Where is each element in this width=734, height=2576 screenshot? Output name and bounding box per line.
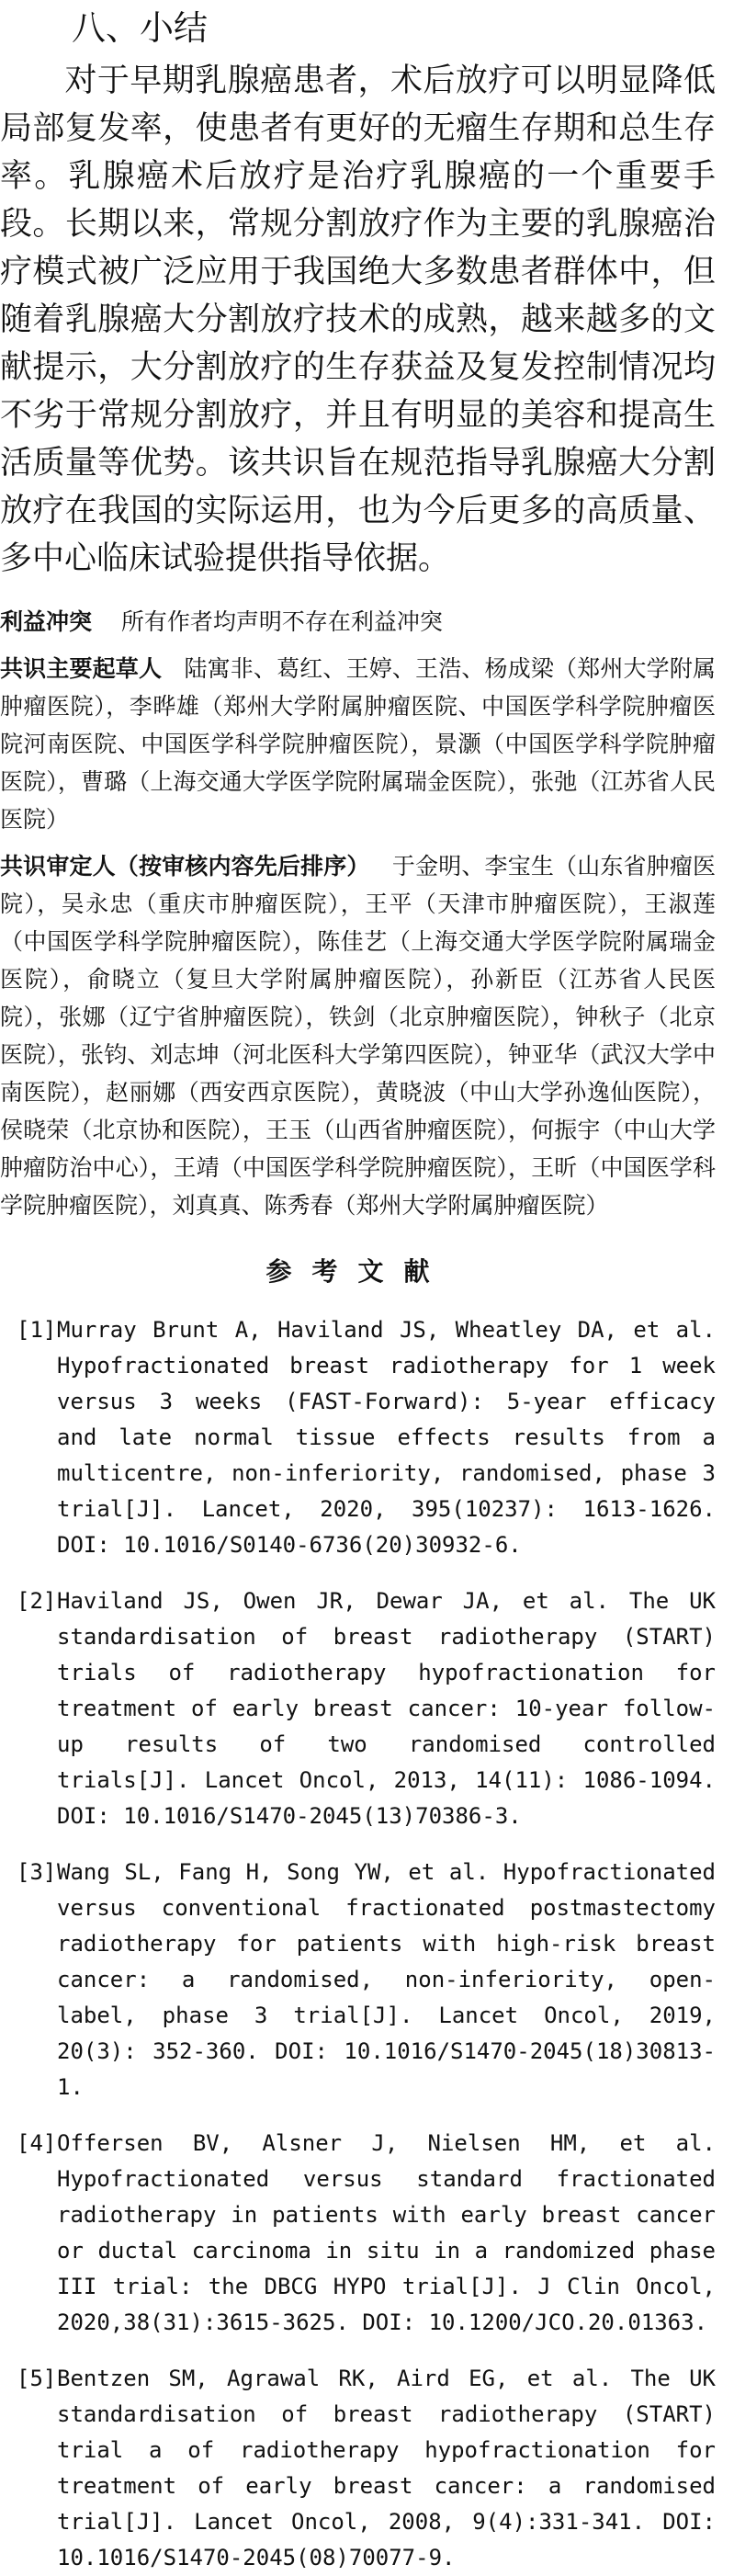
reference-list — [0, 1312, 716, 2576]
conflict-text: 所有作者均声明不存在利益冲突 — [120, 608, 443, 635]
reference-item — [0, 1583, 716, 1834]
section-heading: 八、小结 — [72, 8, 208, 48]
reference-item — [0, 2361, 716, 2576]
reference-text: Murray Brunt A, Haviland JS, Wheatley DA, et al. Hypofractionated breast radiotherapy for 1 week versus 3 weeks (FAST-Forward): 5-year efficacy and late normal tissue effects results from a multicentre, non-inferiority, randomised, phase 3 trial[J]. Lancet, 2020, 395(10237): 1613-1626. DOI: 10.1016/S0140-6736(20)30932-6. — [57, 1317, 716, 1558]
reference-text: Haviland JS, Owen JR, Dewar JA, et al. The UK standardisation of breast radiotherapy (START) trials of radiotherapy hypofractionation for treatment of early breast cancer: 10-year follow-up results of two randomised controlled trials[J]. Lancet Oncol, 2013, 14(11): 1086-1094. DOI: 10.1016/S1470-2045(13)70386-3. — [57, 1588, 716, 1829]
drafters-statement — [0, 650, 716, 838]
spacer — [0, 838, 716, 847]
reference-number: [3] — [17, 1859, 57, 1885]
spacer — [0, 641, 716, 650]
conflict-label: 利益冲突 — [0, 608, 93, 635]
summary-paragraph — [0, 57, 716, 583]
reference-text: Bentzen SM, Agrawal RK, Aird EG, et al. The UK standardisation of breast radiotherapy (START) trial a of radiotherapy hypofractionation for treatment of early breast cancer: a randomised trial[J]. Lancet Oncol, 2008, 9(4):331-341. DOI: 10.1016/S1470-2045(08)70077-9. — [57, 2366, 716, 2570]
reference-item — [0, 1312, 716, 1563]
spacer — [0, 583, 716, 603]
summary-paragraph-text: 对于早期乳腺癌患者，术后放疗可以明显降低局部复发率，使患者有更好的无瘤生存期和总生存率。乳腺癌术后放疗是治疗乳腺癌的一个重要手段。长期以来，常规分割放疗作为主要的乳腺癌治疗模式被广泛应用于我国绝大多数患者群体中，但随着乳腺癌大分割放疗技术的成熟，越来越多的文献提示，大分割放疗的生存获益及复发控制情况均不劣于常规分割放疗，并且有明显的美容和提高生活质量等优势。该共识旨在规范指导乳腺癌大分割放疗在我国的实际运用，也为今后更多的高质量、多中心临床试验提供指导依据。 — [0, 62, 716, 577]
drafters-label: 共识主要起草人 — [0, 655, 163, 682]
drafters-text: 陆寓非、葛红、王婷、王浩、杨成梁（郑州大学附属肿瘤医院），李晔雄（郑州大学附属肿瘤医院、中国医学科学院肿瘤医院河南医院、中国医学科学院肿瘤医院），景灏（中国医学科学院肿瘤医院），曹璐（上海交通大学医学院附属瑞金医院），张弛（江苏省人民医院） — [0, 655, 716, 833]
reference-text: Offersen BV, Alsner J, Nielsen HM, et al. Hypofractionated versus standard fractionated radiotherapy in patients with early breast cancer or ductal carcinoma in situ in a randomized phase III trial: the DBCG HYPO trial[J]. J Clin Oncol, 2020,38(31):3615-3625. DOI: 10.1200/JCO.20.01363. — [57, 2130, 716, 2335]
reviewers-text: 于金明、李宝生（山东省肿瘤医院），吴永忠（重庆市肿瘤医院），王平（天津市肿瘤医院），王淑莲（中国医学科学院肿瘤医院），陈佳艺（上海交通大学医学院附属瑞金医院），俞晓立（复旦大学附属肿瘤医院），孙新臣（江苏省人民医院），张娜（辽宁省肿瘤医院），铁剑（北京肿瘤医院），钟秋子（北京医院），张钧、刘志坤（河北医科大学第四医院），钟亚华（武汉大学中南医院），赵丽娜（西安西京医院），黄晓波（中山大学孙逸仙医院），侯晓荣（北京协和医院），王玉（山西省肿瘤医院），何振宇（中山大学肿瘤防治中心），王靖（中国医学科学院肿瘤医院），王昕（中国医学科学院肿瘤医院），刘真真、陈秀春（郑州大学附属肿瘤医院） — [0, 853, 716, 1219]
reference-item — [0, 1855, 716, 2105]
reviewers-statement — [0, 847, 716, 1224]
reference-number: [2] — [17, 1588, 57, 1614]
references-title: 参考文献 — [265, 1256, 450, 1287]
reference-number: [1] — [17, 1317, 57, 1343]
conflict-statement — [0, 603, 716, 641]
reference-number: [4] — [17, 2130, 57, 2156]
reviewers-label: 共识审定人（按审核内容先后排序） — [0, 853, 370, 879]
reference-item — [0, 2126, 716, 2341]
reference-text: Wang SL, Fang H, Song YW, et al. Hypofractionated versus conventional fractionated postmastectomy radiotherapy for patients with high-risk breast cancer: a randomised, non-inferiority, open-label, phase 3 trial[J]. Lancet Oncol, 2019, 20(3): 352-360. DOI: 10.1016/S1470-2045(18)30813-1. — [57, 1859, 716, 2100]
reference-number: [5] — [17, 2366, 57, 2391]
